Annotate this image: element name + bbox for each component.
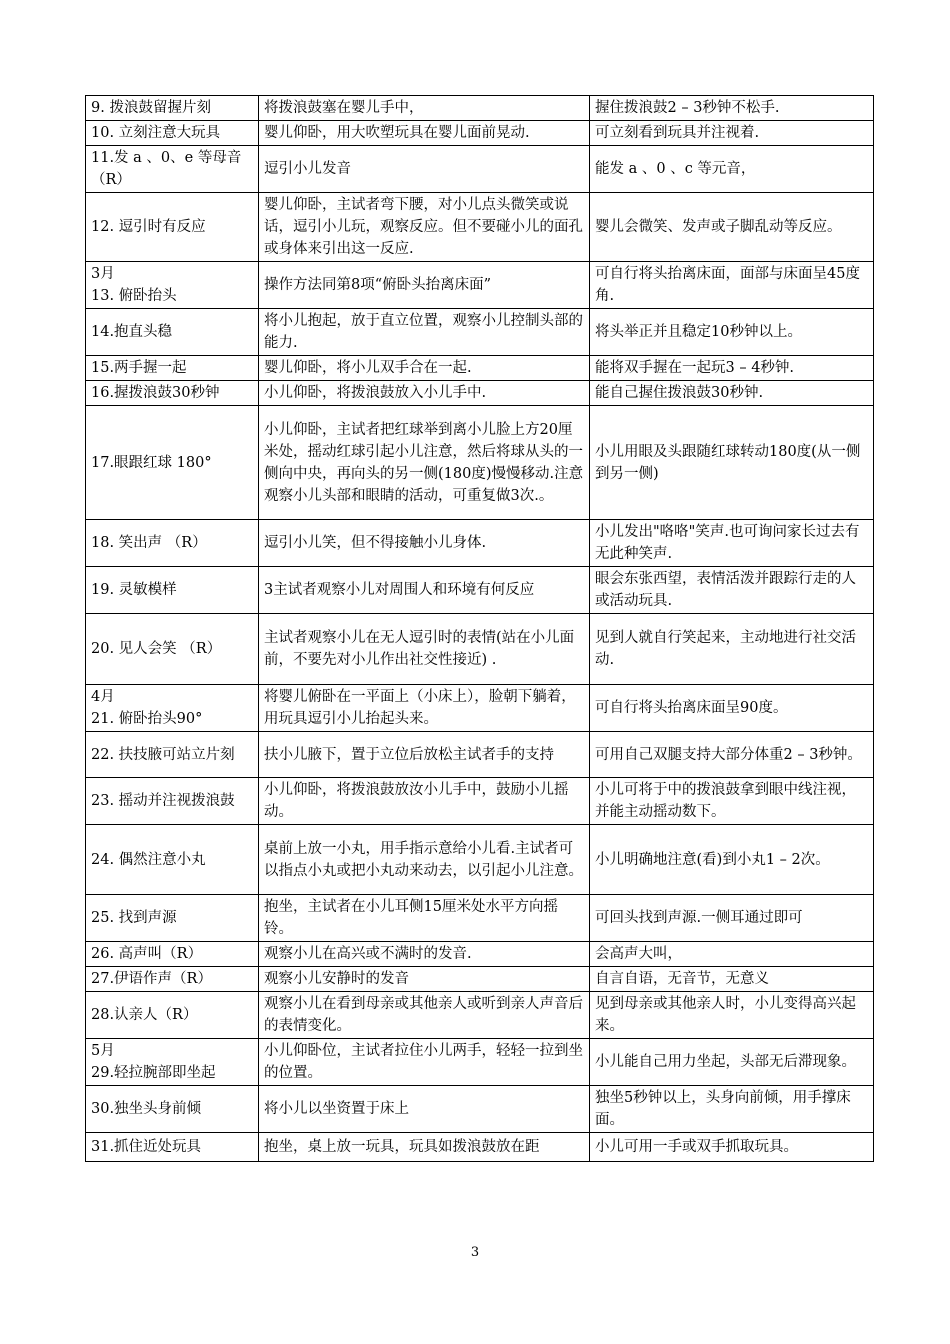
table-row (86, 406, 874, 520)
item-cell: 14.抱直头稳 (86, 309, 259, 356)
criteria-cell: 小儿用眼及头跟随红球转动180度(从一侧到另一侧) (590, 406, 874, 520)
item-cell: 3月 13. 俯卧抬头 (86, 262, 259, 309)
method-cell: 小儿仰卧，将拨浪鼓放汝小儿手中，鼓励小儿摇动。 (259, 778, 590, 825)
item-cell: 18. 笑出声 （R） (86, 520, 259, 567)
table-row (86, 381, 874, 406)
method-cell: 小儿仰卧位，主试者拉住小儿两手，轻轻一拉到坐的位置。 (259, 1039, 590, 1086)
criteria-cell: 小儿能自己用力坐起，头部无后滞现象。 (590, 1039, 874, 1086)
table-row (86, 1086, 874, 1133)
method-cell: 观察小儿在高兴或不满时的发音. (259, 942, 590, 967)
item-cell: 17.眼跟红球 180° (86, 406, 259, 520)
table-row (86, 193, 874, 262)
method-cell: 观察小儿在看到母亲或其他亲人或听到亲人声音后的表情变化。 (259, 992, 590, 1039)
table-row (86, 309, 874, 356)
method-cell: 小儿仰卧，主试者把红球举到离小儿脸上方20厘米处，摇动红球引起小儿注意，然后将球从头的一侧向中央，再向头的另一侧(180度)慢慢移动.注意观察小儿头部和眼睛的活动，可重复做3次.。 (259, 406, 590, 520)
table-row (86, 567, 874, 614)
table-row (86, 967, 874, 992)
item-cell: 19. 灵敏模样 (86, 567, 259, 614)
method-cell: 抱坐，主试者在小儿耳侧15厘米处水平方向摇铃。 (259, 895, 590, 942)
criteria-cell: 握住拨浪鼓2 – 3秒钟不松手. (590, 96, 874, 121)
table-row (86, 1039, 874, 1086)
method-cell: 逗引小儿笑，但不得接触小儿身体. (259, 520, 590, 567)
criteria-cell: 小儿可用一手或双手抓取玩具。 (590, 1133, 874, 1162)
table-row (86, 262, 874, 309)
criteria-cell: 可立刻看到玩具并注视着. (590, 121, 874, 146)
criteria-cell: 见到人就自行笑起来，主动地进行社交活动. (590, 614, 874, 685)
item-cell: 9. 拨浪鼓留握片刻 (86, 96, 259, 121)
item-cell: 24. 偶然注意小丸 (86, 825, 259, 895)
item-cell: 4月 21. 俯卧抬头90° (86, 685, 259, 732)
item-cell: 12. 逗引时有反应 (86, 193, 259, 262)
table-row (86, 96, 874, 121)
criteria-cell: 可用自己双腿支持大部分体重2 – 3秒钟。 (590, 732, 874, 778)
item-cell: 26. 高声叫（R） (86, 942, 259, 967)
table-row (86, 942, 874, 967)
criteria-cell: 婴儿会微笑、发声或子脚乱动等反应。 (590, 193, 874, 262)
criteria-cell: 将头举正并且稳定10秒钟以上。 (590, 309, 874, 356)
item-cell: 25. 找到声源 (86, 895, 259, 942)
method-cell: 将小儿抱起，放于直立位置，观察小儿控制头部的能力. (259, 309, 590, 356)
table-row (86, 825, 874, 895)
table-row (86, 146, 874, 193)
method-cell: 小儿仰卧，将拨浪鼓放入小儿手中. (259, 381, 590, 406)
method-cell: 逗引小儿发音 (259, 146, 590, 193)
method-cell: 将拨浪鼓塞在婴儿手中， (259, 96, 590, 121)
table-row (86, 895, 874, 942)
table-row (86, 992, 874, 1039)
method-cell: 将婴儿俯卧在一平面上（小床上），脸朝下躺着，用玩具逗引小儿抬起头来。 (259, 685, 590, 732)
criteria-cell: 小儿明确地注意(看)到小丸1 – 2次。 (590, 825, 874, 895)
method-cell: 婴儿仰卧，主试者弯下腰，对小儿点头微笑或说话，逗引小儿玩，观察反应。但不要碰小儿的面孔或身体来引出这一反应. (259, 193, 590, 262)
method-cell: 将小儿以坐资置于床上 (259, 1086, 590, 1133)
item-cell: 28.认亲人（R） (86, 992, 259, 1039)
criteria-cell: 能将双手握在一起玩3 – 4秒钟. (590, 356, 874, 381)
method-cell: 桌前上放一小丸，用手指示意给小儿看.主试者可以指点小丸或把小丸动来动去，以引起小儿注意。 (259, 825, 590, 895)
table-row (86, 778, 874, 825)
criteria-cell: 会高声大叫， (590, 942, 874, 967)
method-cell: 3主试者观察小儿对周围人和环境有何反应 (259, 567, 590, 614)
assessment-table (85, 95, 874, 1162)
criteria-cell: 独坐5秒钟以上，头身向前倾，用手撑床面。 (590, 1086, 874, 1133)
criteria-cell: 小儿发出"咯咯"笑声.也可询问家长过去有无此种笑声. (590, 520, 874, 567)
criteria-cell: 可回头找到声源.一侧耳通过即可 (590, 895, 874, 942)
method-cell: 操作方法同第8项“俯卧头抬离床面” (259, 262, 590, 309)
item-cell: 30.独坐头身前倾 (86, 1086, 259, 1133)
method-cell: 观察小儿安静时的发音 (259, 967, 590, 992)
criteria-cell: 小儿可将于中的拨浪鼓拿到眼中线注视，并能主动摇动数下。 (590, 778, 874, 825)
table-row (86, 614, 874, 685)
table-row (86, 356, 874, 381)
page-number: 3 (470, 1245, 480, 1260)
criteria-cell: 可自行将头抬离床面，面部与床面呈45度角. (590, 262, 874, 309)
table-body (86, 96, 874, 1162)
table-row (86, 121, 874, 146)
item-cell: 27.伊语作声（R） (86, 967, 259, 992)
table-row (86, 685, 874, 732)
criteria-cell: 自言自语，无音节，无意义 (590, 967, 874, 992)
method-cell: 抱坐，桌上放一玩具，玩具如拨浪鼓放在距 (259, 1133, 590, 1162)
item-cell: 23. 摇动并注视拨浪鼓 (86, 778, 259, 825)
item-cell: 11.发 a 、0、e 等母音（R） (86, 146, 259, 193)
criteria-cell: 能发 a 、0 、c 等元音， (590, 146, 874, 193)
method-cell: 扶小儿腋下，置于立位后放松主试者手的支持 (259, 732, 590, 778)
criteria-cell: 见到母亲或其他亲人时，小儿变得高兴起来。 (590, 992, 874, 1039)
criteria-cell: 能自己握住拨浪鼓30秒钟. (590, 381, 874, 406)
item-cell: 15.两手握一起 (86, 356, 259, 381)
method-cell: 婴儿仰卧，用大吹塑玩具在婴儿面前晃动. (259, 121, 590, 146)
criteria-cell: 眼会东张西望，表情活泼并跟踪行走的人或活动玩具. (590, 567, 874, 614)
table-row (86, 1133, 874, 1162)
criteria-cell: 可自行将头抬离床面呈90度。 (590, 685, 874, 732)
item-cell: 5月 29.轻拉腕部即坐起 (86, 1039, 259, 1086)
item-cell: 22. 扶技腋可站立片刻 (86, 732, 259, 778)
item-cell: 10. 立刻注意大玩具 (86, 121, 259, 146)
method-cell: 婴儿仰卧，将小儿双手合在一起. (259, 356, 590, 381)
item-cell: 16.握拨浪鼓30秒钟 (86, 381, 259, 406)
item-cell: 31.抓住近处玩具 (86, 1133, 259, 1162)
table-row (86, 520, 874, 567)
item-cell: 20. 见人会笑 （R） (86, 614, 259, 685)
method-cell: 主试者观察小儿在无人逗引时的表情(站在小儿面前，不要先对小儿作出社交性接近) . (259, 614, 590, 685)
table-row (86, 732, 874, 778)
